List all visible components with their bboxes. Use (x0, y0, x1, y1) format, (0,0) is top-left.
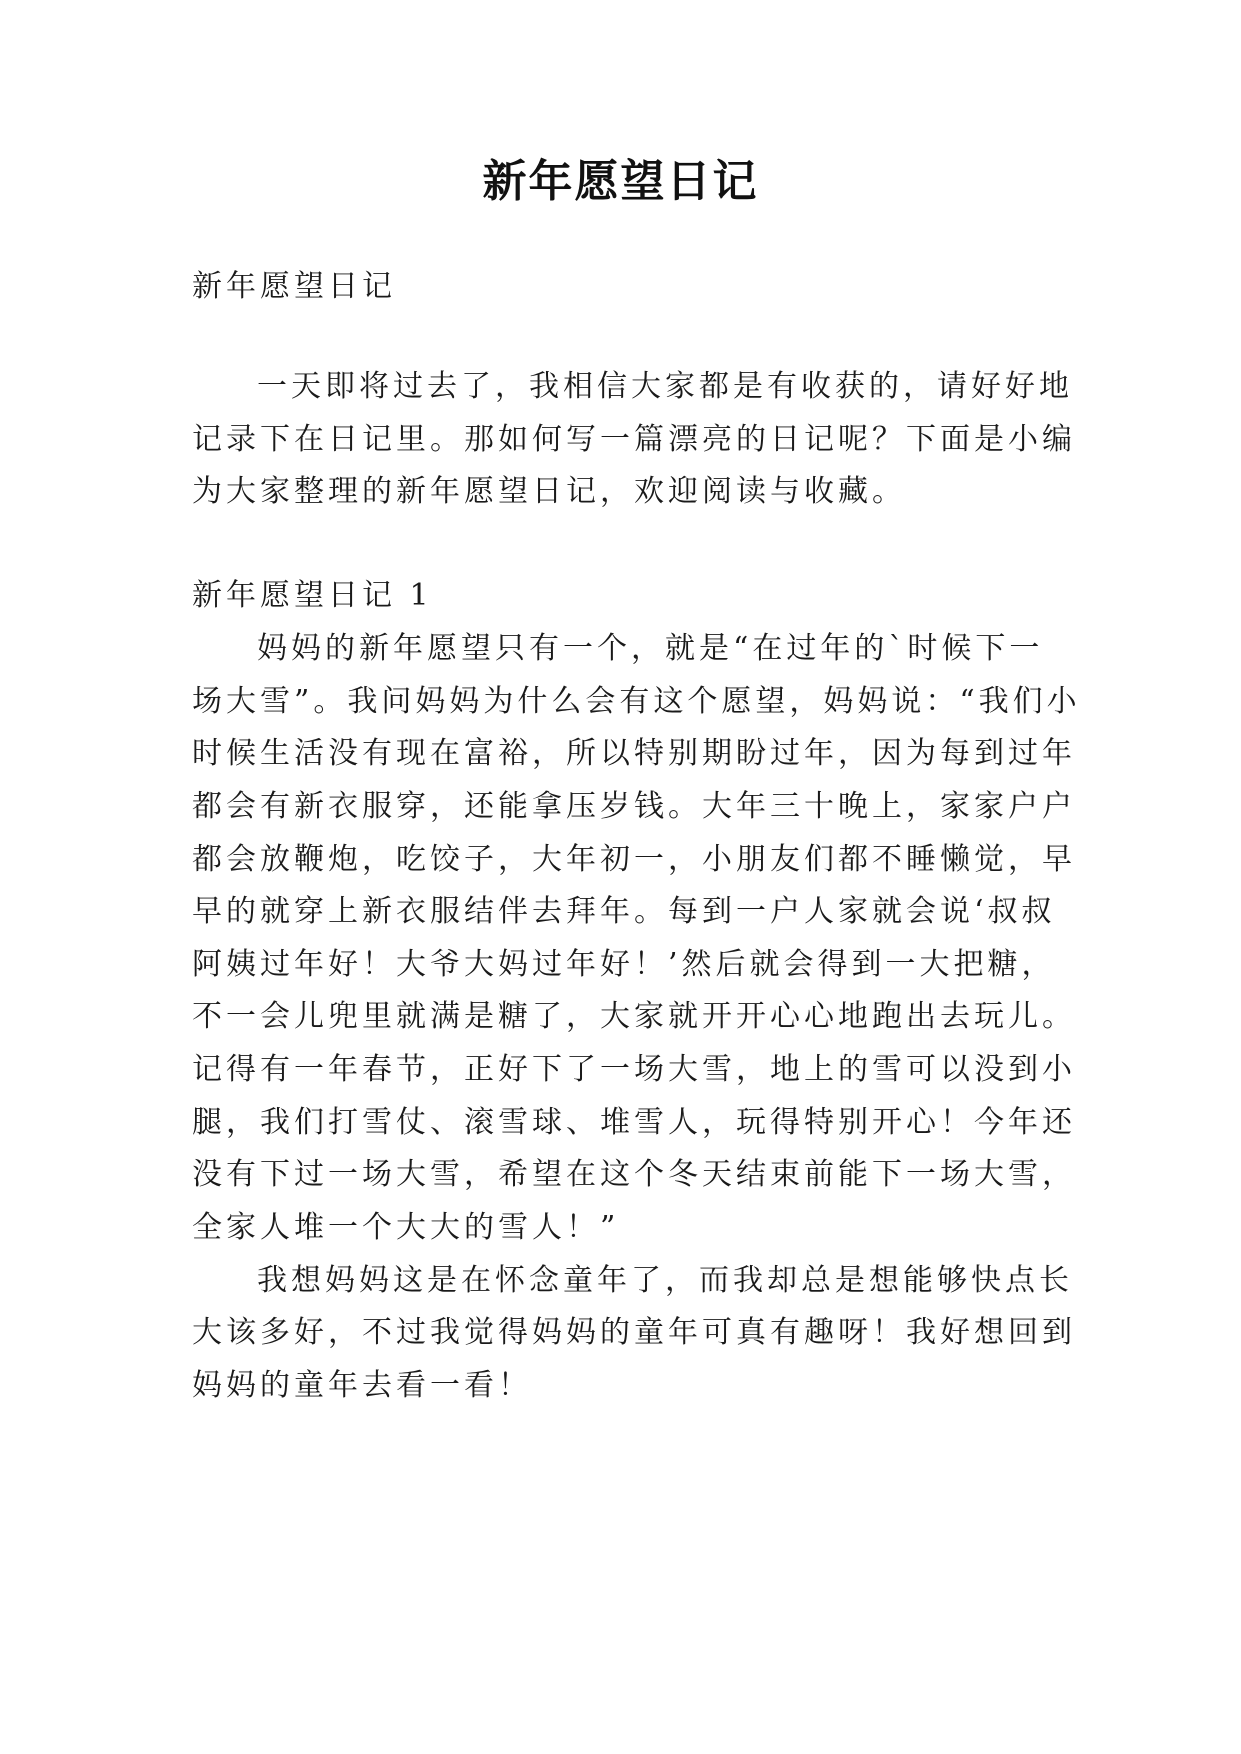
paragraph-line: 全家人堆一个大大的雪人！” (192, 1210, 620, 1245)
paragraph-line: 我想妈妈这是在怀念童年了，而我却总是想能够快点长 (257, 1263, 1073, 1298)
paragraph-line: 场大雪”。我问妈妈为什么会有这个愿望，妈妈说：“我们小 (192, 684, 1081, 719)
paragraph-line: 腿，我们打雪仗、滚雪球、堆雪人，玩得特别开心！今年还 (192, 1105, 1076, 1140)
paragraph-line: 妈妈的童年去看一看！ (192, 1368, 532, 1403)
paragraph-line: 记得有一年春节，正好下了一场大雪，地上的雪可以没到小 (192, 1052, 1076, 1087)
paragraph-line: 阿姨过年好！大爷大妈过年好！’然后就会得到一大把糖， (192, 947, 1056, 982)
paragraph-line: 都会放鞭炮，吃饺子，大年初一，小朋友们都不睡懒觉，早 (192, 842, 1076, 877)
intro-line: 为大家整理的新年愿望日记，欢迎阅读与收藏。 (192, 474, 906, 509)
paragraph-line: 早的就穿上新衣服结伴去拜年。每到一户人家就会说‘叔叔 (192, 894, 1056, 929)
paragraph-line: 不一会儿兜里就满是糖了，大家就开开心心地跑出去玩儿。 (192, 999, 1076, 1034)
intro-line: 一天即将过去了，我相信大家都是有收获的，请好好地 (257, 369, 1073, 404)
intro-line: 记录下在日记里。那如何写一篇漂亮的日记呢？下面是小编 (192, 422, 1076, 457)
paragraph-line: 妈妈的新年愿望只有一个，就是“在过年的`时候下一 (257, 631, 1044, 666)
paragraph-line: 时候生活没有现在富裕，所以特别期盼过年，因为每到过年 (192, 736, 1076, 771)
paragraph-line: 都会有新衣服穿，还能拿压岁钱。大年三十晚上，家家户户 (192, 789, 1076, 824)
document-title: 新年愿望日记 (482, 156, 759, 207)
paragraph-line: 没有下过一场大雪，希望在这个冬天结束前能下一场大雪， (192, 1157, 1076, 1192)
paragraph-line: 大该多好，不过我觉得妈妈的童年可真有趣呀！我好想回到 (192, 1315, 1076, 1350)
section-heading: 新年愿望日记 1 (192, 578, 433, 613)
document-subtitle: 新年愿望日记 (192, 269, 396, 304)
